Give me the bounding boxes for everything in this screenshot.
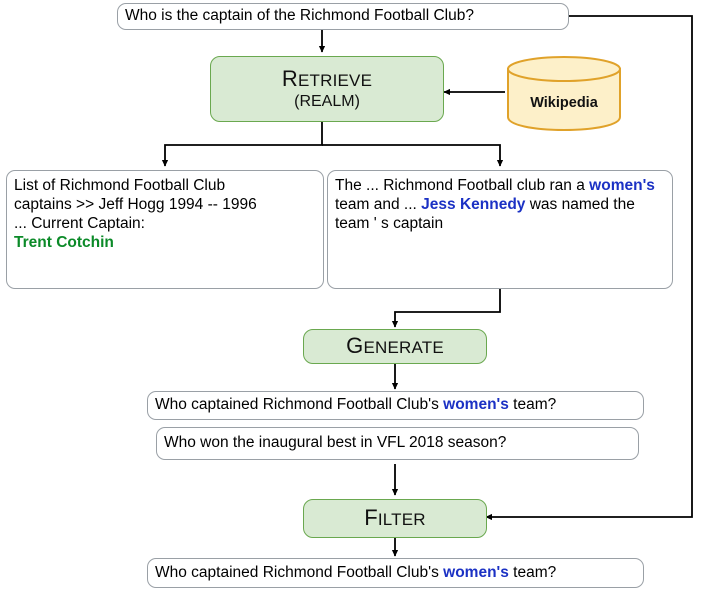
retrieved-passage-left [6,170,324,289]
gq1-seg3: team? [508,396,557,414]
wikipedia-label: Wikipedia [530,95,598,111]
generated-question-1 [147,391,644,420]
passage-left-line1: List of Richmond Football Club [14,177,226,194]
generated-question-1-body [155,396,556,415]
generate-label-wrap [304,333,486,360]
output-question-body [155,564,556,583]
output-seg1: Who captained Richmond Football Club's [155,563,444,581]
passage-right-highlight-womens: women's [589,177,655,194]
cylinder-icon [506,55,622,131]
passage-left-line2: captains >> Jeff Hogg 1994 -- 1996 [14,195,257,213]
filter-label-wrap [304,505,486,532]
filter-label: FILTER [364,505,426,531]
passage-right-seg3: team and ... [335,195,422,213]
output-question [147,558,644,588]
passage-left-line3: ... Current Captain: [14,214,145,232]
retrieve-process-node[interactable] [210,56,444,122]
retrieve-label-wrap [211,66,443,111]
wikipedia-datastore [506,55,622,131]
question-input-text: Who is the captain of the Richmond Football Club? [125,7,474,25]
generated-question-2 [156,427,639,460]
generate-process-node[interactable] [303,329,487,364]
question-input-box [117,3,569,30]
gq1-seg1: Who captained Richmond Football Club's [155,396,444,414]
retrieve-label: RETRIEVE [281,66,373,92]
output-highlight: women's [443,563,509,581]
retrieved-passage-left-body [14,177,316,253]
retrieve-sublabel: (REALM) [294,93,360,111]
retrieved-passage-right-body [335,177,665,234]
generate-label: GENERATE [346,333,444,359]
passage-right-seg5: was named the team ' s captain [335,195,635,232]
passage-right-highlight-name: Jess Kennedy [421,195,526,213]
passage-right-seg1: The ... Richmond Football club ran a [335,177,585,194]
passage-left-answer-highlight: Trent Cotchin [14,233,114,251]
gq2-text: Who won the inaugural best in VFL 2018 season? [164,434,507,452]
retrieved-passage-right [327,170,673,289]
output-seg3: team? [508,563,557,581]
filter-process-node[interactable] [303,499,487,538]
gq1-highlight: women's [443,396,509,414]
